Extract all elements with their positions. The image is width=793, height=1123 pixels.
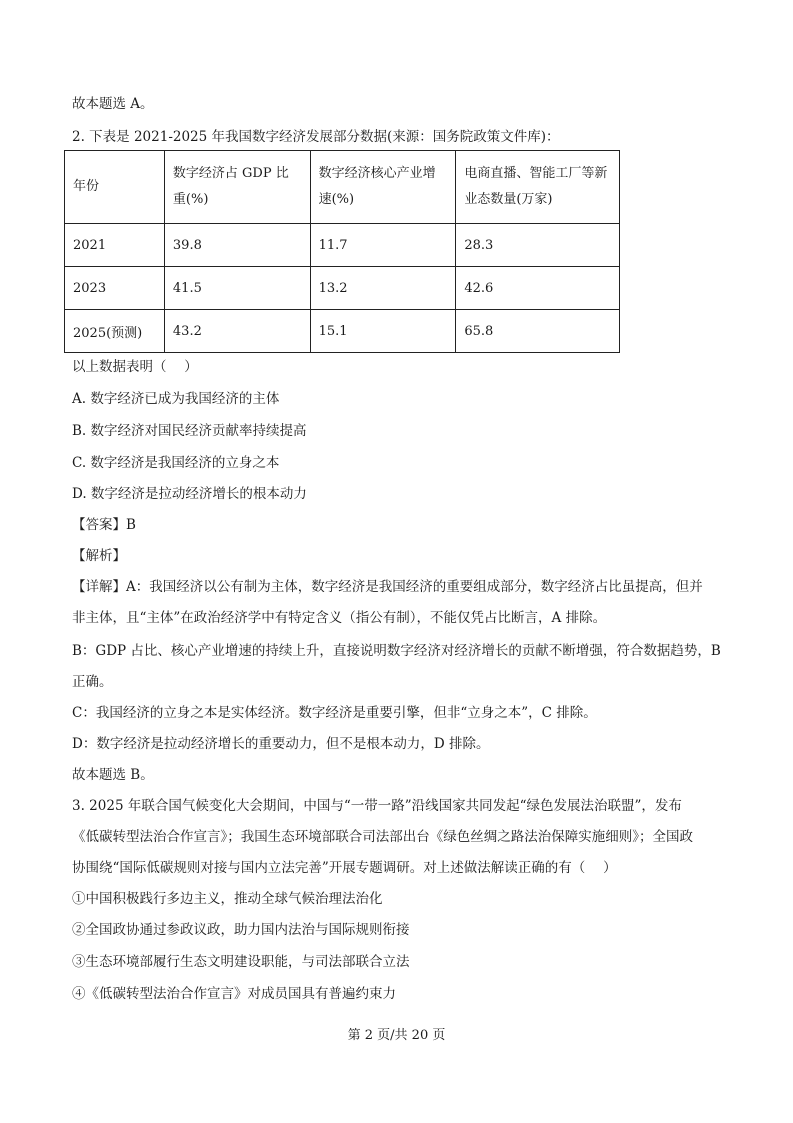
page-footer: 第 2 页/共 20 页: [347, 1028, 446, 1043]
detail-line: B：GDP 占比、核心产业增速的持续上升，直接说明数字经济对经济增长的贡献不断增强，符合数据趋势，B: [72, 643, 721, 659]
header-cell: 数字经济核心产业增速(%): [310, 151, 456, 224]
table-row: [65, 267, 620, 310]
table-cell: 2025(预测): [65, 310, 165, 353]
statement-4: ④《低碳转型法治合作宣言》对成员国具有普遍约束力: [72, 986, 396, 1002]
table-header-row: [65, 151, 620, 224]
analysis-heading: 【解析】: [72, 548, 126, 564]
option-b: B. 数字经济对国民经济贡献率持续提高: [72, 423, 307, 439]
table-cell: 28.3: [456, 224, 620, 267]
detail-line: 【详解】A：我国经济以公有制为主体，数字经济是我国经济的重要组成部分，数字经济占比虽提高，但并: [72, 579, 703, 595]
statement-1: ①中国积极践行多边主义，推动全球气候治理法治化: [72, 891, 383, 907]
table-cell: 2021: [65, 224, 165, 267]
table-cell: 39.8: [164, 224, 310, 267]
header-cell: 年份: [65, 151, 165, 224]
conclusion-line: 故本题选 A。: [72, 96, 154, 112]
answer-line: 【答案】B: [72, 517, 136, 533]
header-cell: 电商直播、智能工厂等新业态数量(万家): [456, 151, 620, 224]
table-cell: 13.2: [310, 267, 456, 310]
table-cell: 42.6: [456, 267, 620, 310]
question-stem: 以上数据表明（ ）: [72, 359, 198, 375]
table-cell: 15.1: [310, 310, 456, 353]
option-c: C. 数字经济是我国经济的立身之本: [72, 455, 280, 471]
table-cell: 2023: [65, 267, 165, 310]
header-cell: 数字经济占 GDP 比重(%): [164, 151, 310, 224]
conclusion-line: 故本题选 B。: [72, 767, 154, 783]
option-a: A. 数字经济已成为我国经济的主体: [72, 391, 280, 407]
statement-2: ②全国政协通过参政议政，助力国内法治与国际规则衔接: [72, 922, 410, 938]
table-cell: 43.2: [164, 310, 310, 353]
option-d: D. 数字经济是拉动经济增长的根本动力: [72, 486, 307, 502]
question-3-line: 3. 2025 年联合国气候变化大会期间，中国与“一带一路”沿线国家共同发起“绿色发展法治联盟”，发布: [72, 798, 682, 814]
detail-line: 非主体，且“主体”在政治经济学中有特定含义（指公有制），不能仅凭占比断言，A 排除。: [72, 610, 607, 626]
table-cell: 65.8: [456, 310, 620, 353]
table-cell: 11.7: [310, 224, 456, 267]
detail-line: C：我国经济的立身之本是实体经济。数字经济是重要引擎，但非“立身之本”，C 排除。: [72, 705, 597, 721]
statement-3: ③生态环境部履行生态文明建设职能，与司法部联合立法: [72, 954, 410, 970]
question-3-line: 协围绕“国际低碳规则对接与国内立法完善”开展专题调研。对上述做法解读正确的有（ ）: [72, 860, 617, 876]
table-row: [65, 310, 620, 353]
detail-line: 正确。: [72, 674, 113, 690]
data-table: [64, 150, 620, 353]
question-2-title: 2. 下表是 2021-2025 年我国数字经济发展部分数据(来源：国务院政策文件库)：: [72, 129, 560, 145]
detail-line: D：数字经济是拉动经济增长的重要动力，但不是根本动力，D 排除。: [72, 736, 490, 752]
table-row: [65, 224, 620, 267]
question-3-line: 《低碳转型法治合作宣言》；我国生态环境部联合司法部出台《绿色丝绸之路法治保障实施细则》；全国政: [72, 829, 693, 845]
table-cell: 41.5: [164, 267, 310, 310]
